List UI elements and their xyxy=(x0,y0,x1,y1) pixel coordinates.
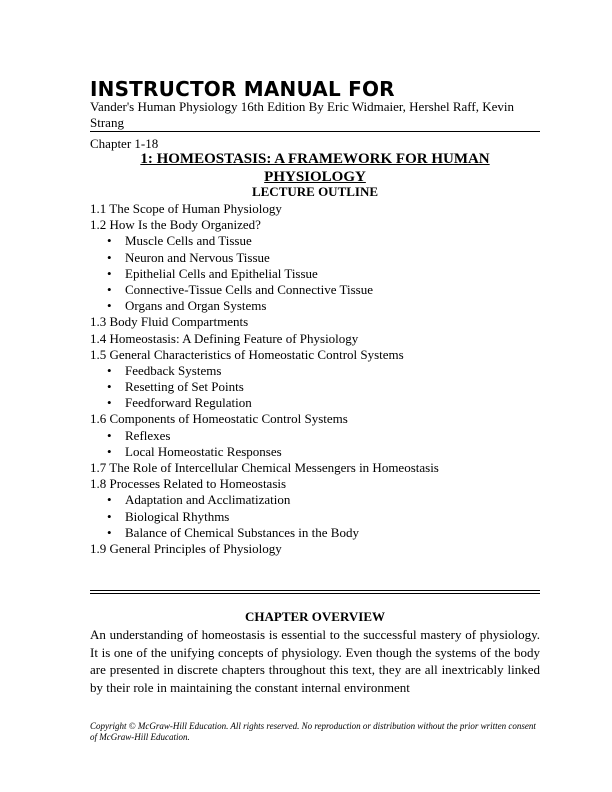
bullet-icon: • xyxy=(107,395,112,411)
outline-item: 1.8 Processes Related to Homeostasis xyxy=(90,476,287,492)
outline-subitem xyxy=(90,266,540,282)
outline-subitem-label: Biological Rhythms xyxy=(125,508,230,524)
outline-subitem-label: Neuron and Nervous Tissue xyxy=(125,249,270,265)
outline-subitem xyxy=(90,233,540,249)
outline-item: 1.2 How Is the Body Organized? xyxy=(90,217,261,233)
bullet-icon: • xyxy=(107,281,112,297)
outline-subitem-label: Organs and Organ Systems xyxy=(125,298,267,314)
bullet-icon: • xyxy=(107,298,112,314)
bullet-icon: • xyxy=(107,379,112,395)
outline-item: 1.7 The Role of Intercellular Chemical Messengers in Homeostasis xyxy=(90,460,439,475)
outline-subitem xyxy=(90,428,540,444)
book-subtitle: Vander's Human Physiology 16th Edition By Eric Widmaier, Hershel Raff, Kevin Strang xyxy=(90,99,514,130)
title-divider xyxy=(90,131,540,132)
copyright-footer: Copyright © McGraw-Hill Education. All rights reserved. No reproduction or distribution without the prior written consent of McGraw-Hill Education. xyxy=(90,721,536,742)
outline-subitem xyxy=(90,525,540,541)
outline-subitem xyxy=(90,250,540,266)
chapter-heading: 1: HOMEOSTASIS: A FRAMEWORK FOR HUMAN PHYSIOLOGY xyxy=(140,151,490,185)
outline-subitem-label: Resetting of Set Points xyxy=(125,379,244,395)
bullet-icon: • xyxy=(107,492,112,508)
outline-item: 1.1 The Scope of Human Physiology xyxy=(90,201,282,216)
outline-subitem xyxy=(90,444,540,460)
outline-subitem-label: Feedforward Regulation xyxy=(125,395,252,411)
bullet-icon: • xyxy=(107,427,112,443)
bullet-icon: • xyxy=(107,443,112,459)
outline-subitem xyxy=(90,379,540,395)
bullet-icon: • xyxy=(107,508,112,524)
outline-subitem-label: Connective-Tissue Cells and Connective Tissue xyxy=(125,281,373,297)
outline-subitem xyxy=(90,509,540,525)
section-divider xyxy=(90,590,540,594)
outline-subitem-label: Local Homeostatic Responses xyxy=(125,443,282,459)
outline-subitem xyxy=(90,395,540,411)
outline-subitem-label: Muscle Cells and Tissue xyxy=(125,233,252,249)
chapter-overview-text: An understanding of homeostasis is essential to the successful mastery of physiology. It is one of the unifying concepts of physiology. Even though the systems of the body are presented in discrete chapters throughout this text, they are all inextricably linked by their role in maintaining the constant internal environment xyxy=(90,627,540,695)
bullet-icon: • xyxy=(107,265,112,281)
outline-subitem-label: Balance of Chemical Substances in the Body xyxy=(125,524,359,540)
bullet-icon: • xyxy=(107,249,112,265)
bullet-icon: • xyxy=(107,362,112,378)
outline-item: 1.6 Components of Homeostatic Control Systems xyxy=(90,411,348,427)
document-title: INSTRUCTOR MANUAL FOR xyxy=(90,77,395,101)
bullet-icon: • xyxy=(107,524,112,540)
outline-subitem xyxy=(90,363,540,379)
outline-subitem xyxy=(90,492,540,508)
outline-subitem-label: Adaptation and Acclimatization xyxy=(125,492,291,508)
outline-item: 1.3 Body Fluid Compartments xyxy=(90,314,249,330)
lecture-outline-list xyxy=(90,201,540,557)
outline-subitem-label: Epithelial Cells and Epithelial Tissue xyxy=(125,265,318,281)
outline-item: 1.4 Homeostasis: A Defining Feature of Physiology xyxy=(90,330,359,346)
outline-subitem xyxy=(90,282,540,298)
outline-item: 1.5 General Characteristics of Homeostatic Control Systems xyxy=(90,346,404,362)
chapter-range: Chapter 1-18 xyxy=(90,136,159,151)
outline-subitem xyxy=(90,298,540,314)
lecture-outline-heading: LECTURE OUTLINE xyxy=(251,184,379,199)
chapter-overview-heading: CHAPTER OVERVIEW xyxy=(244,609,386,624)
outline-subitem-label: Reflexes xyxy=(125,427,171,443)
bullet-icon: • xyxy=(107,233,112,249)
outline-item: 1.9 General Principles of Physiology xyxy=(90,540,282,556)
outline-subitem-label: Feedback Systems xyxy=(125,362,222,378)
